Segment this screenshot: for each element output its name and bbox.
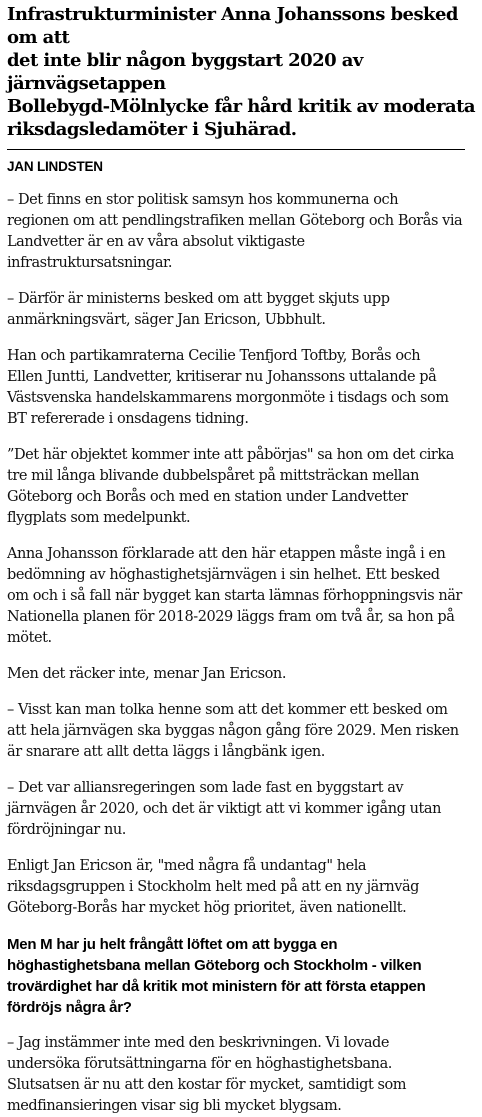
- text-line: flygplats som medelpunkt.: [7, 510, 191, 526]
- body-paragraph: [7, 544, 477, 649]
- question-line: höghastighetsbana mellan Göteborg och Stockholm - vilken: [7, 957, 422, 974]
- lead-divider: [7, 149, 465, 150]
- text-line: Slutsatsen är nu att den kostar för mycket, samtidigt som: [7, 1077, 407, 1093]
- interview-answer: [7, 1033, 477, 1117]
- text-line: regionen om att pendlingstrafiken mellan Göteborg och Borås via: [7, 213, 463, 229]
- body-paragraph: [7, 700, 477, 763]
- text-line: Han och partikamraterna Cecilie Tenfjord Toftby, Borås och: [7, 348, 421, 364]
- text-line: Göteborg och Borås och med en station under Landvetter: [7, 489, 408, 505]
- text-line: BT refererade i onsdagens tidning.: [7, 411, 249, 427]
- text-line: järnvägen år 2020, och det är viktigt att vi kommer igång utan: [7, 801, 441, 817]
- lead-line: Infrastrukturminister Anna Johanssons besked om att: [7, 4, 458, 48]
- text-line: Enligt Jan Ericson är, "med några få undantag" hela: [7, 858, 367, 874]
- body-paragraph: [7, 856, 477, 919]
- text-line: anmärkningsvärt, säger Jan Ericson, Ubbhult.: [7, 312, 326, 328]
- text-line: ”Det här objektet kommer inte att påbörjas" sa hon om det cirka: [7, 447, 454, 463]
- text-line: Västsvenska handelskammarens morgonmöte i tisdags och som: [7, 390, 449, 406]
- interview-question: [7, 934, 477, 1018]
- text-line: är snarare att allt detta läggs i långbänk igen.: [7, 744, 325, 760]
- text-line: Men det räcker inte, menar Jan Ericson.: [7, 666, 286, 682]
- text-line: Nationella planen för 2018-2029 läggs fram om två år, sa hon på: [7, 609, 455, 625]
- question-line: Men M har ju helt frångått löftet om att bygga en: [7, 936, 338, 953]
- text-line: – Det finns en stor politisk samsyn hos kommunerna och: [7, 192, 399, 208]
- body-paragraph: [7, 778, 477, 841]
- lead-line: riksdagsledamöter i Sjuhärad.: [7, 119, 297, 140]
- text-line: – Visst kan man tolka henne som att det kommer ett besked om: [7, 702, 448, 718]
- body-paragraph: [7, 445, 477, 529]
- text-line: att hela järnvägen ska byggas någon gång före 2029. Men risken: [7, 723, 459, 739]
- text-line: – Därför är ministerns besked om att bygget skjuts upp: [7, 291, 390, 307]
- text-line: fördröjningar nu.: [7, 822, 126, 838]
- text-line: – Jag instämmer inte med den beskrivningen. Vi lovade: [7, 1035, 390, 1051]
- text-line: bedömning av höghastighetsjärnvägen i sin helhet. Ett besked: [7, 567, 440, 583]
- text-line: medfinansieringen visar sig bli mycket blygsam.: [7, 1098, 342, 1114]
- text-line: riksdagsgruppen i Stockholm helt med på att en ny järnväg: [7, 879, 420, 895]
- text-line: infrastruktursatsningar.: [7, 255, 173, 271]
- question-line: fördröjs några år?: [7, 999, 132, 1016]
- text-line: Anna Johansson förklarade att den här etappen måste ingå i en: [7, 546, 446, 562]
- question-line: trovärdighet har då kritik mot ministern för att första etappen: [7, 978, 426, 995]
- text-line: Landvetter är en av våra absolut viktigaste: [7, 234, 305, 250]
- author-byline: JAN LINDSTEN: [7, 159, 103, 174]
- lead-line: Bollebygd-Mölnlycke får hård kritik av moderata: [7, 96, 476, 117]
- body-paragraph: [7, 289, 477, 331]
- text-line: om och i så fall när bygget kan starta lämnas förhoppningsvis när: [7, 588, 462, 604]
- text-line: – Det var alliansregeringen som lade fast en byggstart av: [7, 780, 404, 796]
- text-line: tre mil långa blivande dubbelspåret på mittsträckan mellan: [7, 468, 420, 484]
- article-lead: [7, 3, 477, 141]
- lead-line: det inte blir någon byggstart 2020 av järnvägsetappen: [7, 50, 363, 94]
- text-line: Ellen Juntti, Landvetter, kritiserar nu Johanssons uttalande på: [7, 369, 437, 385]
- article: [7, 3, 477, 1117]
- body-paragraph: [7, 346, 477, 430]
- text-line: mötet.: [7, 630, 52, 646]
- body-paragraph: [7, 190, 477, 274]
- body-paragraph: [7, 664, 477, 685]
- text-line: Göteborg-Borås har mycket hög prioritet, även nationellt.: [7, 900, 407, 916]
- text-line: undersöka förutsättningarna för en höghastighetsbana.: [7, 1056, 392, 1072]
